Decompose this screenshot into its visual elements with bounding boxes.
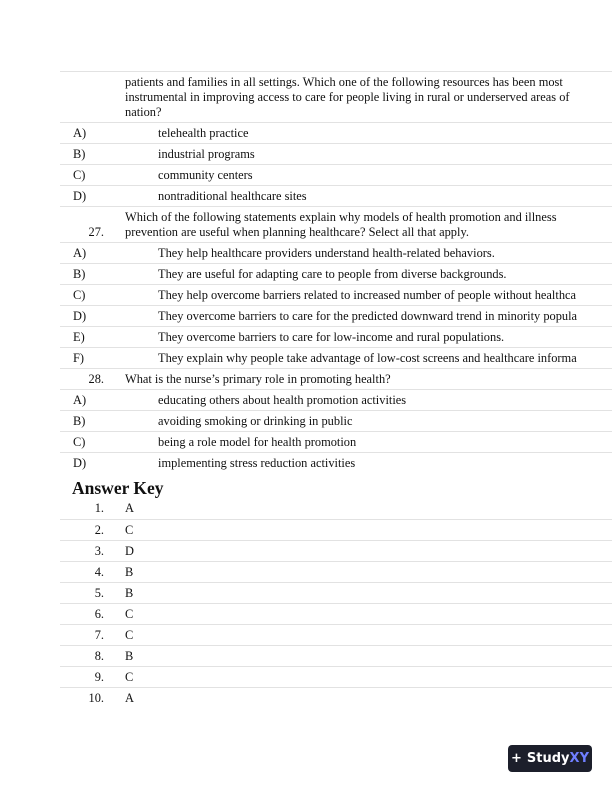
option-label: B) [73,267,86,281]
answer-key-table [60,498,612,708]
answer-number: 5. [94,586,104,600]
question-number: 27. [88,225,104,239]
option-row [60,305,612,326]
answer-row [60,561,612,582]
answer-number: 10. [88,691,104,705]
question-27 [60,206,612,242]
question-26-continuation [60,71,612,122]
answer-value: A [125,501,134,515]
answer-value: B [125,565,134,579]
answer-row [60,582,612,603]
question-line: nation? [125,105,162,119]
answer-row [60,687,612,708]
option-row [60,263,612,284]
answer-row [60,540,612,561]
question-line: instrumental in improving access to care for people living in rural or underserved areas of [125,90,570,104]
answer-number: 3. [94,544,104,558]
answer-row [60,498,612,519]
option-text: They overcome barriers to care for the predicted downward trend in minority popula [158,309,578,323]
option-text: being a role model for health promotion [158,435,357,449]
question-line: prevention are useful when planning healthcare? Select all that apply. [125,225,469,239]
option-row [60,326,612,347]
answer-value: C [125,607,134,621]
answer-number: 2. [94,523,104,537]
option-row [60,452,612,473]
option-text: They help healthcare providers understand health-related behaviors. [158,246,495,260]
answer-row [60,519,612,540]
question-line: patients and families in all settings. Which one of the following resources has been most [125,75,563,89]
question-table [60,71,612,473]
option-text: community centers [158,168,253,182]
studyxy-logo[interactable] [508,745,592,772]
option-row [60,389,612,410]
answer-value: C [125,523,134,537]
option-label: D) [73,309,87,323]
answer-value: B [125,586,134,600]
answer-number: 9. [94,670,104,684]
option-row [60,431,612,452]
question-number: 28. [88,372,104,386]
answer-number: 4. [94,565,104,579]
answer-row [60,603,612,624]
option-text: nontraditional healthcare sites [158,189,307,203]
option-label: D) [73,189,87,203]
option-label: C) [73,288,86,302]
option-text: implementing stress reduction activities [158,456,356,470]
answer-value: B [125,649,134,663]
option-label: C) [73,168,86,182]
option-text: They explain why people take advantage of low-cost screens and healthcare informa [158,351,577,365]
answer-number: 8. [94,649,104,663]
answer-value: D [125,544,134,558]
option-row [60,164,612,185]
answer-value: C [125,670,134,684]
answer-row [60,645,612,666]
question-text [125,72,570,122]
brand-name-study: Study [526,751,570,766]
answer-number: 6. [94,607,104,621]
question-text [125,207,557,242]
option-label: E) [73,330,85,344]
option-row [60,122,612,143]
option-row [60,410,612,431]
answer-value: A [125,691,134,705]
answer-value: C [125,628,134,642]
option-label: B) [73,147,86,161]
option-row [60,284,612,305]
answer-number: 7. [94,628,104,642]
answer-number: 1. [94,501,104,515]
question-28 [60,368,612,389]
question-line: Which of the following statements explain why models of health promotion and illness [125,210,557,224]
question-text: What is the nurse’s primary role in promoting health? [125,372,391,386]
option-label: A) [73,246,87,260]
answer-key-heading: Answer Key [72,478,164,498]
option-label: A) [73,126,87,140]
option-row [60,143,612,164]
option-label: F) [73,351,85,365]
answer-row [60,666,612,687]
option-label: A) [73,393,87,407]
option-text: avoiding smoking or drinking in public [158,414,353,428]
option-text: educating others about health promotion activities [158,393,407,407]
brand-name-xy: XY [569,751,589,766]
answer-row [60,624,612,645]
option-row [60,347,612,368]
plus-icon: + [511,751,522,766]
option-label: D) [73,456,87,470]
option-text: They help overcome barriers related to increased number of people without healthca [158,288,577,302]
option-label: B) [73,414,86,428]
option-text: telehealth practice [158,126,249,140]
option-text: They are useful for adapting care to people from diverse backgrounds. [158,267,507,281]
option-text: They overcome barriers to care for low-income and rural populations. [158,330,505,344]
option-label: C) [73,435,86,449]
option-row [60,185,612,206]
option-text: industrial programs [158,147,255,161]
option-row [60,242,612,263]
